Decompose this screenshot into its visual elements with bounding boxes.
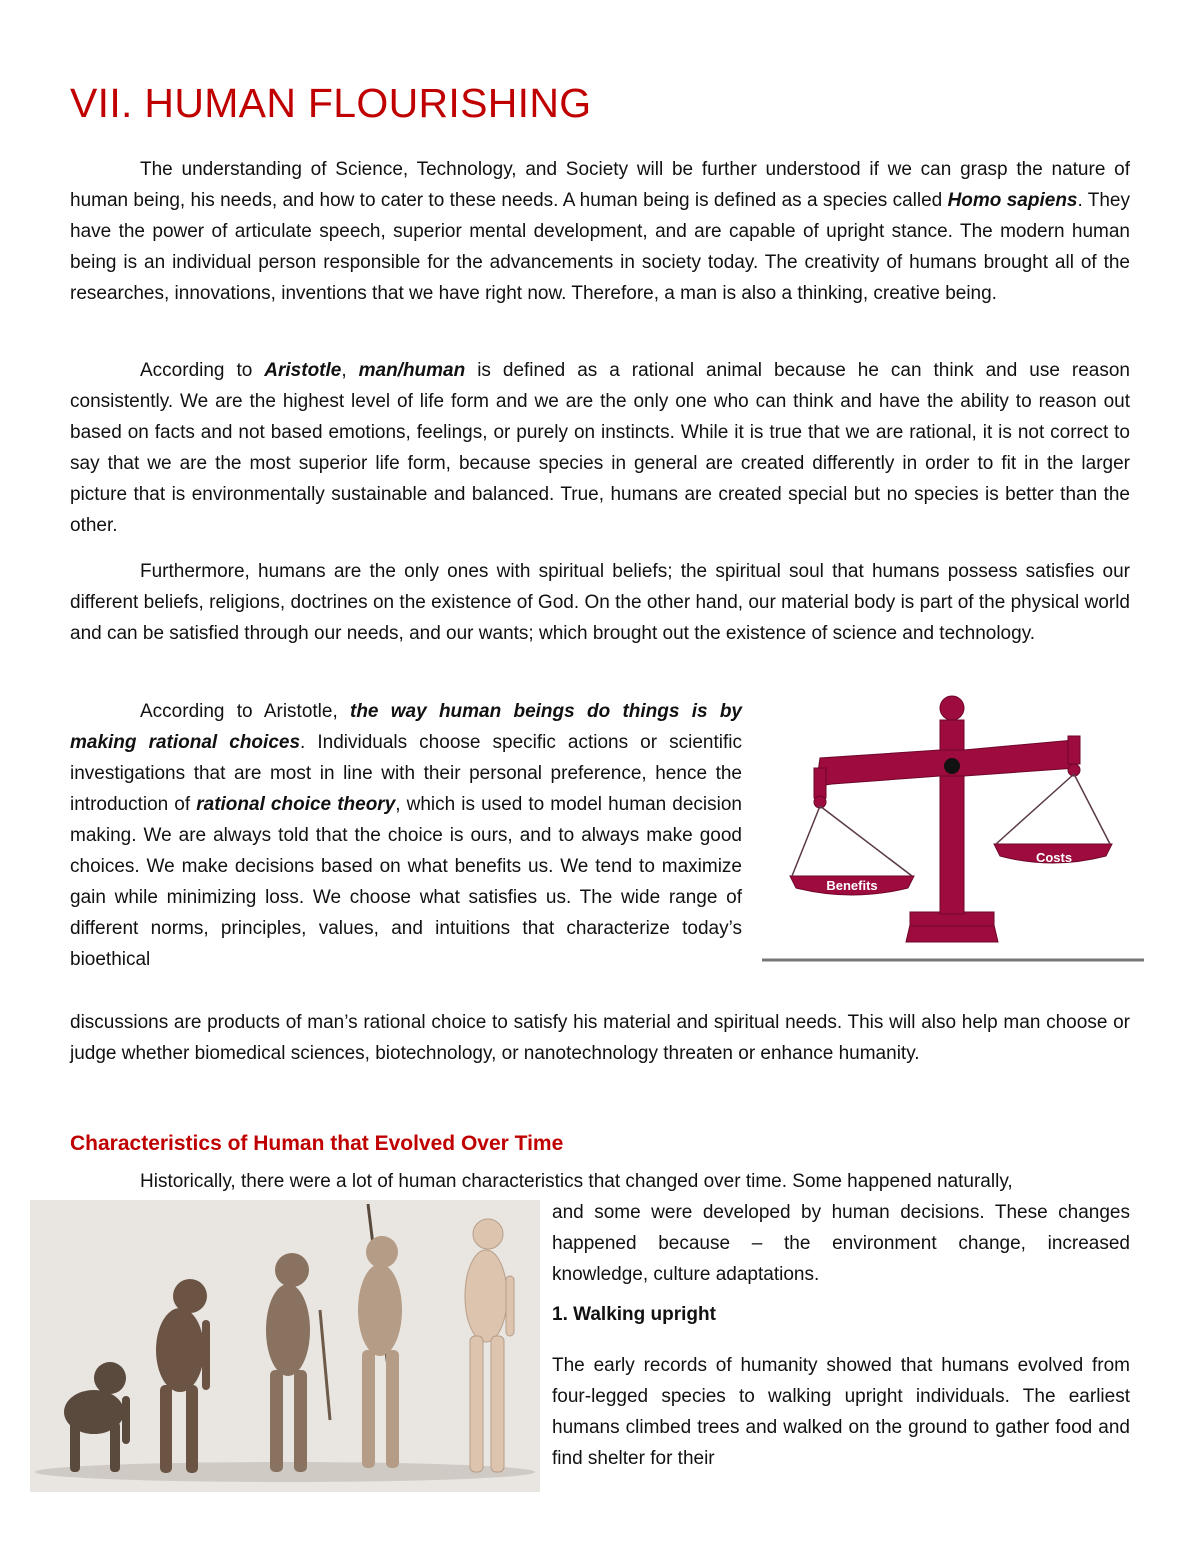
paragraph-walking-upright: The early records of humanity showed that humans evolved from four-legged species to walking upright individuals. The earliest humans climbed trees and walked on the ground to gather food and find shelter for their: [552, 1355, 1130, 1469]
emphasis-man-human: man/human: [358, 360, 466, 381]
text-run: , which is used to model human decision making. We are always told that the choice is ours, and to always make good choices. We make decisions based on what benefits us. We tend to maximize gain while minimizing loss. We choose what satisfies us. The wide range of different norms, principles, values, and intuitions that characterize today’s bioethical: [70, 794, 742, 970]
paragraph-historically-continued: and some were developed by human decisions. These changes happened because – the environment change, increased knowledge, culture adaptations.: [552, 1202, 1130, 1285]
paragraph-spiritual: Furthermore, humans are the only ones with spiritual beliefs; the spiritual soul that humans possess satisfies our different beliefs, religions, doctrines on the existence of God. On the other hand, our material body is part of the physical world and can be satisfied through our needs, and our wants; which brought out the existence of science and technology.: [70, 561, 1130, 644]
paragraph-rational-choice-continued: discussions are products of man’s rational choice to satisfy his material and spiritual needs. This will also help man choose or judge whether biomedical sciences, biotechnology, or nanotechnology threaten or enhance humanity.: [70, 1012, 1130, 1064]
paragraph-historically: Historically, there were a lot of human characteristics that changed over time. Some happened naturally,: [140, 1171, 1013, 1192]
costs-label: Costs: [1035, 850, 1073, 865]
emphasis-aristotle: Aristotle: [264, 360, 342, 381]
balance-scale-image: [760, 680, 1146, 962]
sub-heading-walking-upright: 1. Walking upright: [552, 1304, 716, 1325]
text-run: is defined as a rational animal because he can think and use reason consistently. We are the highest level of life form and we are the only one who can think and have the ability to reason out based on facts and not based emotions, feelings, or purely on instincts. While it is true that we are rational, it is not correct to say that we are the most superior life form, because species in general are created differently in order to fit in the larger picture that is environmentally sustainable and balanced. True, humans are created special but no species is better than the other.: [70, 360, 1130, 536]
human-evolution-image: [30, 1200, 540, 1492]
text-run: ,: [341, 360, 359, 381]
page-title: VII. HUMAN FLOURISHING: [70, 80, 592, 126]
text-run: The understanding of Science, Technology, and Society will be further understood if we can grasp the nature of human being, his needs, and how to cater to these needs. A human being is defined as a species called: [70, 159, 1130, 211]
emphasis-homo-sapiens: Homo sapiens: [947, 190, 1078, 211]
emphasis-rational-choices: the way human beings do things is by making rational choices: [70, 701, 742, 753]
section-heading: Characteristics of Human that Evolved Over Time: [70, 1132, 564, 1155]
paragraph-aristotle-definition: [70, 355, 1130, 541]
paragraph-rational-choice: [70, 696, 742, 975]
paragraph-intro: [70, 154, 1130, 309]
text-run: . They have the power of articulate speech, superior mental development, and are capable of upright stance. The modern human being is an individual person responsible for the advancements in society today. The creativity of humans brought all of the researches, innovations, inventions that we have right now. Therefore, a man is also a thinking, creative being.: [70, 190, 1130, 304]
text-run: . Individuals choose specific actions or scientific investigations that are most in line with their personal preference, hence the introduction of: [70, 732, 742, 815]
text-run: According to Aristotle,: [140, 701, 350, 722]
emphasis-rational-choice-theory: rational choice theory: [196, 794, 396, 815]
benefits-label: Benefits: [826, 878, 878, 893]
text-run: According to: [140, 360, 265, 381]
